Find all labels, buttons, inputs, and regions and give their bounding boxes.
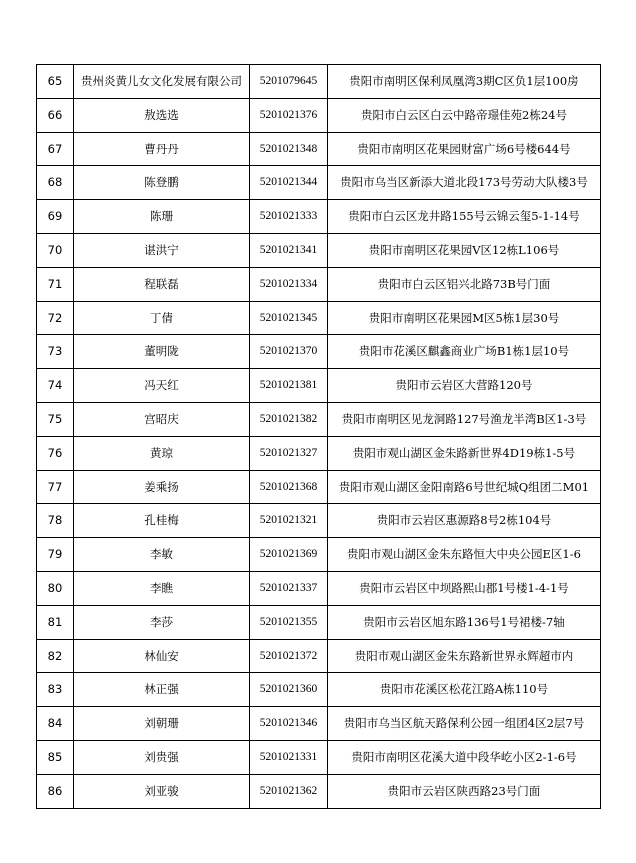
registration-code-cell: 5201021381 — [250, 369, 328, 403]
row-number-cell: 83 — [37, 673, 74, 707]
table-row — [37, 538, 601, 572]
address-cell: 贵阳市南明区花果园V区12栋L106号 — [328, 233, 601, 267]
registration-code-cell: 5201021355 — [250, 605, 328, 639]
name-cell: 刘贵强 — [74, 740, 250, 774]
name-cell: 宫昭庆 — [74, 402, 250, 436]
row-number-cell: 73 — [37, 335, 74, 369]
address-cell: 贵阳市观山湖区金朱路新世界4D19栋1-5号 — [328, 436, 601, 470]
table-row — [37, 605, 601, 639]
table-row — [37, 436, 601, 470]
registration-code-cell: 5201021360 — [250, 673, 328, 707]
registration-code-cell: 5201021331 — [250, 740, 328, 774]
table-row — [37, 774, 601, 808]
name-cell: 林仙安 — [74, 639, 250, 673]
records-table-body — [37, 65, 601, 809]
address-cell: 贵阳市南明区花果园财富广场6号楼644号 — [328, 132, 601, 166]
row-number-cell: 85 — [37, 740, 74, 774]
name-cell: 董明陇 — [74, 335, 250, 369]
name-cell: 林正强 — [74, 673, 250, 707]
table-row — [37, 707, 601, 741]
registration-code-cell: 5201021344 — [250, 166, 328, 200]
records-table — [36, 64, 601, 809]
registration-code-cell: 5201021337 — [250, 571, 328, 605]
row-number-cell: 79 — [37, 538, 74, 572]
name-cell: 冯天红 — [74, 369, 250, 403]
registration-code-cell: 5201021327 — [250, 436, 328, 470]
row-number-cell: 75 — [37, 402, 74, 436]
registration-code-cell: 5201021382 — [250, 402, 328, 436]
registration-code-cell: 5201021368 — [250, 470, 328, 504]
row-number-cell: 72 — [37, 301, 74, 335]
registration-code-cell: 5201021369 — [250, 538, 328, 572]
table-row — [37, 369, 601, 403]
name-cell: 刘亚骏 — [74, 774, 250, 808]
name-cell: 李莎 — [74, 605, 250, 639]
name-cell: 谌洪宁 — [74, 233, 250, 267]
registration-code-cell: 5201021334 — [250, 267, 328, 301]
address-cell: 贵阳市白云区白云中路帝璟佳苑2栋24号 — [328, 98, 601, 132]
name-cell: 李敏 — [74, 538, 250, 572]
name-cell: 程联磊 — [74, 267, 250, 301]
table-row — [37, 233, 601, 267]
name-cell: 丁倩 — [74, 301, 250, 335]
name-cell: 黄琼 — [74, 436, 250, 470]
registration-code-cell: 5201021346 — [250, 707, 328, 741]
table-row — [37, 673, 601, 707]
registration-code-cell: 5201021348 — [250, 132, 328, 166]
registration-code-cell: 5201021372 — [250, 639, 328, 673]
address-cell: 贵阳市南明区花溪大道中段华屹小区2-1-6号 — [328, 740, 601, 774]
name-cell: 姜乘扬 — [74, 470, 250, 504]
name-cell: 李瞧 — [74, 571, 250, 605]
address-cell: 贵阳市白云区龙井路155号云锦云玺5-1-14号 — [328, 200, 601, 234]
table-row — [37, 267, 601, 301]
name-cell: 陈珊 — [74, 200, 250, 234]
registration-code-cell: 5201079645 — [250, 65, 328, 99]
row-number-cell: 77 — [37, 470, 74, 504]
row-number-cell: 76 — [37, 436, 74, 470]
address-cell: 贵阳市云岩区陕西路23号门面 — [328, 774, 601, 808]
table-row — [37, 402, 601, 436]
table-row — [37, 740, 601, 774]
name-cell: 曹丹丹 — [74, 132, 250, 166]
row-number-cell: 84 — [37, 707, 74, 741]
table-row — [37, 335, 601, 369]
table-row — [37, 65, 601, 99]
name-cell: 孔桂梅 — [74, 504, 250, 538]
registration-code-cell: 5201021333 — [250, 200, 328, 234]
registration-code-cell: 5201021345 — [250, 301, 328, 335]
row-number-cell: 81 — [37, 605, 74, 639]
address-cell: 贵阳市云岩区大营路120号 — [328, 369, 601, 403]
row-number-cell: 67 — [37, 132, 74, 166]
row-number-cell: 71 — [37, 267, 74, 301]
table-row — [37, 200, 601, 234]
row-number-cell: 66 — [37, 98, 74, 132]
table-row — [37, 470, 601, 504]
address-cell: 贵阳市观山湖区金阳南路6号世纪城Q组团二M01 — [328, 470, 601, 504]
table-row — [37, 504, 601, 538]
row-number-cell: 78 — [37, 504, 74, 538]
table-row — [37, 98, 601, 132]
row-number-cell: 74 — [37, 369, 74, 403]
address-cell: 贵阳市南明区见龙洞路127号渔龙半湾B区1-3号 — [328, 402, 601, 436]
row-number-cell: 69 — [37, 200, 74, 234]
address-cell: 贵阳市南明区花果园M区5栋1层30号 — [328, 301, 601, 335]
row-number-cell: 80 — [37, 571, 74, 605]
row-number-cell: 70 — [37, 233, 74, 267]
name-cell: 刘朝珊 — [74, 707, 250, 741]
address-cell: 贵阳市观山湖区金朱东路新世界永辉超市内 — [328, 639, 601, 673]
registration-code-cell: 5201021370 — [250, 335, 328, 369]
name-cell: 陈登鹏 — [74, 166, 250, 200]
address-cell: 贵阳市白云区铝兴北路73B号门面 — [328, 267, 601, 301]
address-cell: 贵阳市花溪区松花江路A栋110号 — [328, 673, 601, 707]
row-number-cell: 86 — [37, 774, 74, 808]
address-cell: 贵阳市云岩区惠源路8号2栋104号 — [328, 504, 601, 538]
address-cell: 贵阳市花溪区麒鑫商业广场B1栋1层10号 — [328, 335, 601, 369]
table-row — [37, 639, 601, 673]
table-row — [37, 166, 601, 200]
name-cell: 贵州炎黄儿女文化发展有限公司 — [74, 65, 250, 99]
row-number-cell: 65 — [37, 65, 74, 99]
address-cell: 贵阳市乌当区航天路保利公园一组团4区2层7号 — [328, 707, 601, 741]
table-row — [37, 301, 601, 335]
row-number-cell: 82 — [37, 639, 74, 673]
registration-code-cell: 5201021321 — [250, 504, 328, 538]
registration-code-cell: 5201021362 — [250, 774, 328, 808]
table-row — [37, 571, 601, 605]
table-row — [37, 132, 601, 166]
address-cell: 贵阳市观山湖区金朱东路恒大中央公园E区1-6 — [328, 538, 601, 572]
registration-code-cell: 5201021341 — [250, 233, 328, 267]
row-number-cell: 68 — [37, 166, 74, 200]
name-cell: 敖选选 — [74, 98, 250, 132]
address-cell: 贵阳市云岩区旭东路136号1号裙楼-7轴 — [328, 605, 601, 639]
address-cell: 贵阳市乌当区新添大道北段173号劳动大队楼3号 — [328, 166, 601, 200]
address-cell: 贵阳市南明区保利凤凰湾3期C区负1层100房 — [328, 65, 601, 99]
registration-code-cell: 5201021376 — [250, 98, 328, 132]
address-cell: 贵阳市云岩区中坝路熙山郡1号楼1-4-1号 — [328, 571, 601, 605]
